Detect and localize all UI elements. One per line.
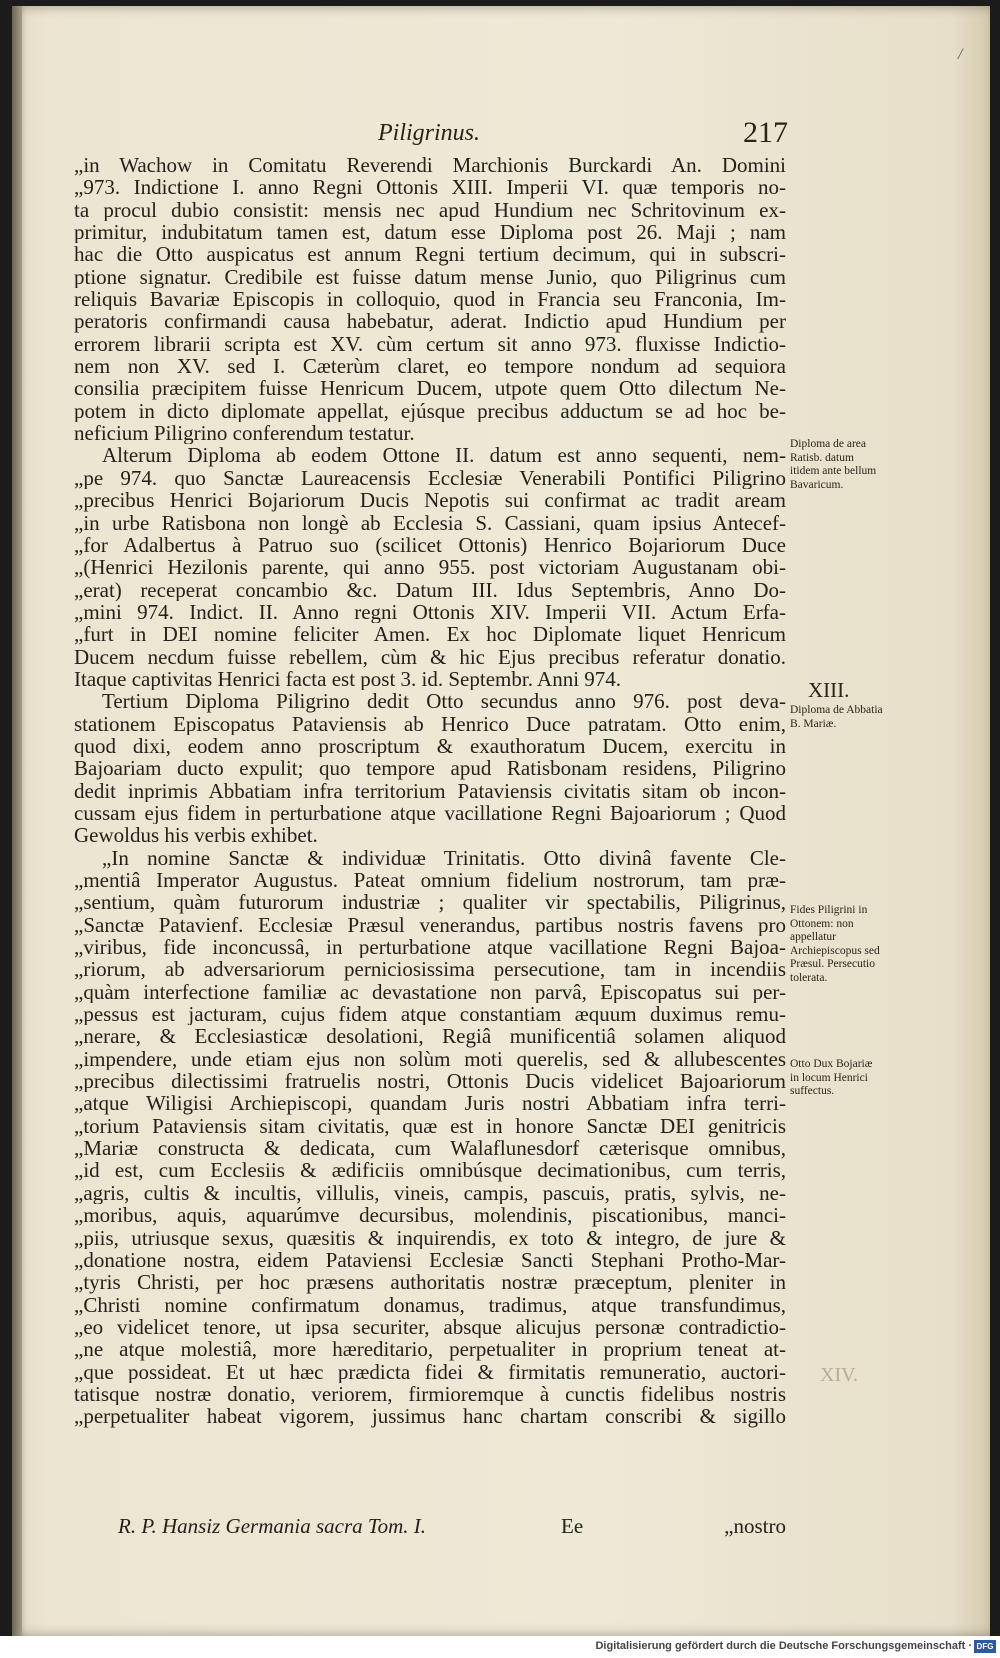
- text-line: consilia præcipitem fuisse Henricum Ducem, utpote quem Otto dilectum Ne-: [74, 377, 786, 400]
- text-line: „atque Wiligisi Archiepiscopi, quandam Juris nostri Abbatiam infra terri-: [74, 1092, 786, 1115]
- text-line: „donatione nostra, eidem Pataviensi Ecclesiæ Sancti Stephani Protho-Mar-: [74, 1248, 786, 1272]
- text-line: „pe 974. quo Sanctæ Laureacensis Ecclesiæ Venerabili Pontifici Piligrino: [74, 466, 786, 490]
- page-binding-edge: [12, 6, 22, 1636]
- corner-mark: /: [958, 46, 963, 63]
- text-line: „in urbe Ratisbona non longè ab Ecclesia S. Cassiani, quam ipsius Antecef-: [74, 511, 786, 534]
- text-line: „torium Pataviensis sitam civitatis, quæ est in honore Sanctæ DEI genitricis: [74, 1114, 786, 1138]
- text-line: „Christi nomine confirmatum donamus, tradimus, atque transfundimus,: [74, 1293, 786, 1316]
- catchword: „nostro: [724, 1514, 786, 1538]
- text-line: Ducem necdum fuisse rebellem, cùm & hic Ejus precibus referatur donatio.: [74, 645, 786, 668]
- text-line: reliquis Bavariæ Episcopis in colloquio, quod in Francia seu Franconia, Im-: [74, 288, 786, 311]
- text-line: stationem Episcopatus Pataviensis ab Henrico Duce patratam. Otto enim,: [74, 712, 786, 735]
- page-footer: [74, 1514, 786, 1540]
- margin-note-abbatia-diploma: Diploma de Abbatia B. Mariæ.: [790, 704, 883, 730]
- margin-note-fides-piligrini: Fides Piligrini in Ottonem: non appellatur Archiepiscopus sed Præsul. Persecutio tolerata.: [790, 904, 880, 984]
- text-line: „in Wachow in Comitatu Reverendi Marchionis Burckardi An. Domini: [74, 154, 786, 177]
- text-line: „pessus est jacturam, cujus fidem atque constantiam æquum duximus remu-: [74, 1003, 786, 1026]
- text-line: „nerare, & Ecclesiasticæ desolationi, Regiâ munificentiâ solamen aliquod: [74, 1025, 786, 1048]
- text-line: „agris, cultis & incultis, villulis, vineis, campis, pascuis, pratis, sylvis, ne-: [74, 1181, 786, 1205]
- text-line: „quàm interfectione familiæ ac devastatione non parvâ, Episcopatus sui per-: [74, 980, 786, 1004]
- text-line: „precibus dilectissimi fratruelis nostri, Ottonis Ducis videlicet Bajoariorum: [74, 1070, 786, 1093]
- digitization-bar: [0, 1636, 1000, 1658]
- digitization-credit: Digitalisierung gefördert durch die Deutsche Forschungsgemeinschaft ·: [595, 1640, 972, 1652]
- text-line: errorem librarii scripta est XV. cùm certum sit anno 973. fluxisse Indictio-: [74, 332, 786, 356]
- page-number: 217: [743, 116, 788, 149]
- text-line: „tyris Christi, per hoc præsens authoritatis nostræ præceptum, pleniter in: [74, 1271, 786, 1294]
- running-title: Piligrinus.: [377, 120, 480, 146]
- text-line: „Sanctæ Patavienf. Ecclesiæ Præsul venerandus, partibus nostris favens pro: [74, 913, 786, 937]
- text-line: „furt in DEI nomine feliciter Amen. Ex hoc Diplomate liquet Henricum: [74, 623, 786, 646]
- text-line: peratoris confirmandi causa habebatur, aderat. Indictio apud Hundium per: [74, 310, 786, 333]
- text-line: Alterum Diploma ab eodem Ottone II. datum est anno sequenti, nem-: [102, 444, 786, 467]
- text-line: „piis, utriusque sexus, quæsitis & inquirendis, ex toto & integro, de jure &: [74, 1226, 786, 1249]
- margin-note-otto-dux: Otto Dux Bojariæ in locum Henrici suffectus.: [790, 1058, 873, 1097]
- text-line: Itaque captivitas Henrici facta est post 3. id. Septembr. Anni 974.: [74, 667, 622, 691]
- text-line: „impendere, unde etiam ejus non solùm moti querelis, sed & allubescentes: [74, 1047, 786, 1071]
- body-text: [74, 154, 786, 1428]
- text-line: „riorum, ab adversariorum perniciosissima persecutione, tam in incendiis: [74, 958, 786, 981]
- dfg-logo-icon: DFG: [974, 1640, 996, 1653]
- text-line: ptione signatur. Credibile est fuisse datum mense Junio, quo Piligrinus cum: [74, 265, 786, 289]
- footer-reference: R. P. Hansiz Germania sacra Tom. I.: [118, 1514, 427, 1538]
- text-line: tatisque nostræ donatio, veriorem, firmioremque à cunctis fidelibus nostris: [74, 1382, 786, 1406]
- text-line: „erat) receperat concambio &c. Datum III. Idus Septembris, Anno Do-: [74, 578, 786, 601]
- text-line: Bajoariam ducto expulit; quo tempore apud Ratisbonam residens, Piligrino: [74, 757, 786, 780]
- text-line: potem in dicto diplomate appellat, ejúsque precibus adductum se ad hoc be-: [74, 399, 786, 423]
- text-line: „973. Indictione I. anno Regni Ottonis XIII. Imperii VI. quæ temporis no-: [74, 176, 786, 199]
- text-line: „sentium, quàm futurorum industriæ ; qualiter vir spectabilis, Piligrinus,: [74, 891, 786, 914]
- text-line: „mini 974. Indict. II. Anno regni Ottonis XIV. Imperii VII. Actum Erfa-: [74, 600, 786, 624]
- text-line: „precibus Henrici Bojariorum Ducis Nepotis sui confirmat ac tradit aream: [74, 489, 786, 512]
- margin-note-area-diploma: Diploma de area Ratisb. datum itidem ante bellum Bavaricum.: [790, 438, 877, 491]
- text-line: quod dixi, eodem anno proscriptum & exauthoratum Ducem, exercitu in: [74, 734, 786, 758]
- text-line: „viribus, fide inconcussâ, in perturbatione atque vacillatione Regni Bajoa-: [74, 936, 786, 959]
- text-line: dedit inprimis Abbatiam infra territorium Pataviensis civitatis sitam ob incon-: [74, 779, 786, 802]
- text-line: „que possideat. Et ut hæc prædicta fidei & firmitatis remuneratio, auctori-: [74, 1360, 786, 1383]
- text-line: „moribus, aquis, aquarúmve decursibus, molendinis, piscationibus, manci-: [74, 1204, 786, 1227]
- text-line: neficium Piligrino conferendum testatur.: [74, 422, 415, 445]
- text-line: hac die Otto auspicatus est annum Regni tertium decimum, qui in subscri-: [74, 243, 786, 266]
- text-line: „(Henrici Hezilonis parente, qui anno 955. post victoriam Augustanam obi-: [74, 556, 786, 579]
- text-line: „perpetualiter habeat vigorem, jussimus hanc chartam conscribi & sigillo: [74, 1405, 786, 1428]
- text-line: „ne atque molestiâ, more hæreditario, perpetualiter in proprium teneat at-: [74, 1338, 786, 1361]
- text-line: „for Adalbertus à Patruo suo (scilicet Ottonis) Henrico Bojariorum Duce: [74, 533, 786, 557]
- text-line: Tertium Diploma Piligrino dedit Otto secundus anno 976. post deva-: [102, 690, 786, 713]
- signature-mark: Ee: [561, 1514, 584, 1538]
- text-line: „Mariæ constructa & dedicata, cum Walaflunesdorf cæterisque omnibus,: [74, 1137, 786, 1160]
- book-page: [12, 6, 990, 1636]
- text-line: ta procul dubio consistit: mensis nec apud Hundium nec Schritovinum ex-: [74, 198, 786, 222]
- text-line: „id est, cum Ecclesiis & ædificiis omnibúsque decimationibus, cum terris,: [74, 1159, 786, 1182]
- text-line: „eo videlicet tenore, ut ipsa securiter, absque alicujus personæ contradictio-: [74, 1315, 786, 1339]
- text-line: primitur, indubitatum tamen est, datum esse Diploma post 26. Maji ; nam: [74, 221, 786, 244]
- text-line: nem non XV. sed I. Cæterùm claret, eo tempore nondum ad sequiora: [74, 355, 786, 378]
- text-line: „In nomine Sanctæ & individuæ Trinitatis. Otto divinâ favente Cle-: [102, 846, 786, 869]
- margin-section-number: XIII.: [808, 678, 850, 702]
- running-head: [70, 116, 788, 150]
- margin-faint-mark: XIV.: [820, 1364, 858, 1386]
- text-line: cussam ejus fidem in perturbatione atque vacillatione Regni Bajoariorum ; Quod: [74, 801, 786, 825]
- text-line: Gewoldus his verbis exhibet.: [74, 824, 318, 847]
- text-line: „mentiâ Imperator Augustus. Pateat omnium fidelium nostrorum, tam præ-: [74, 869, 786, 892]
